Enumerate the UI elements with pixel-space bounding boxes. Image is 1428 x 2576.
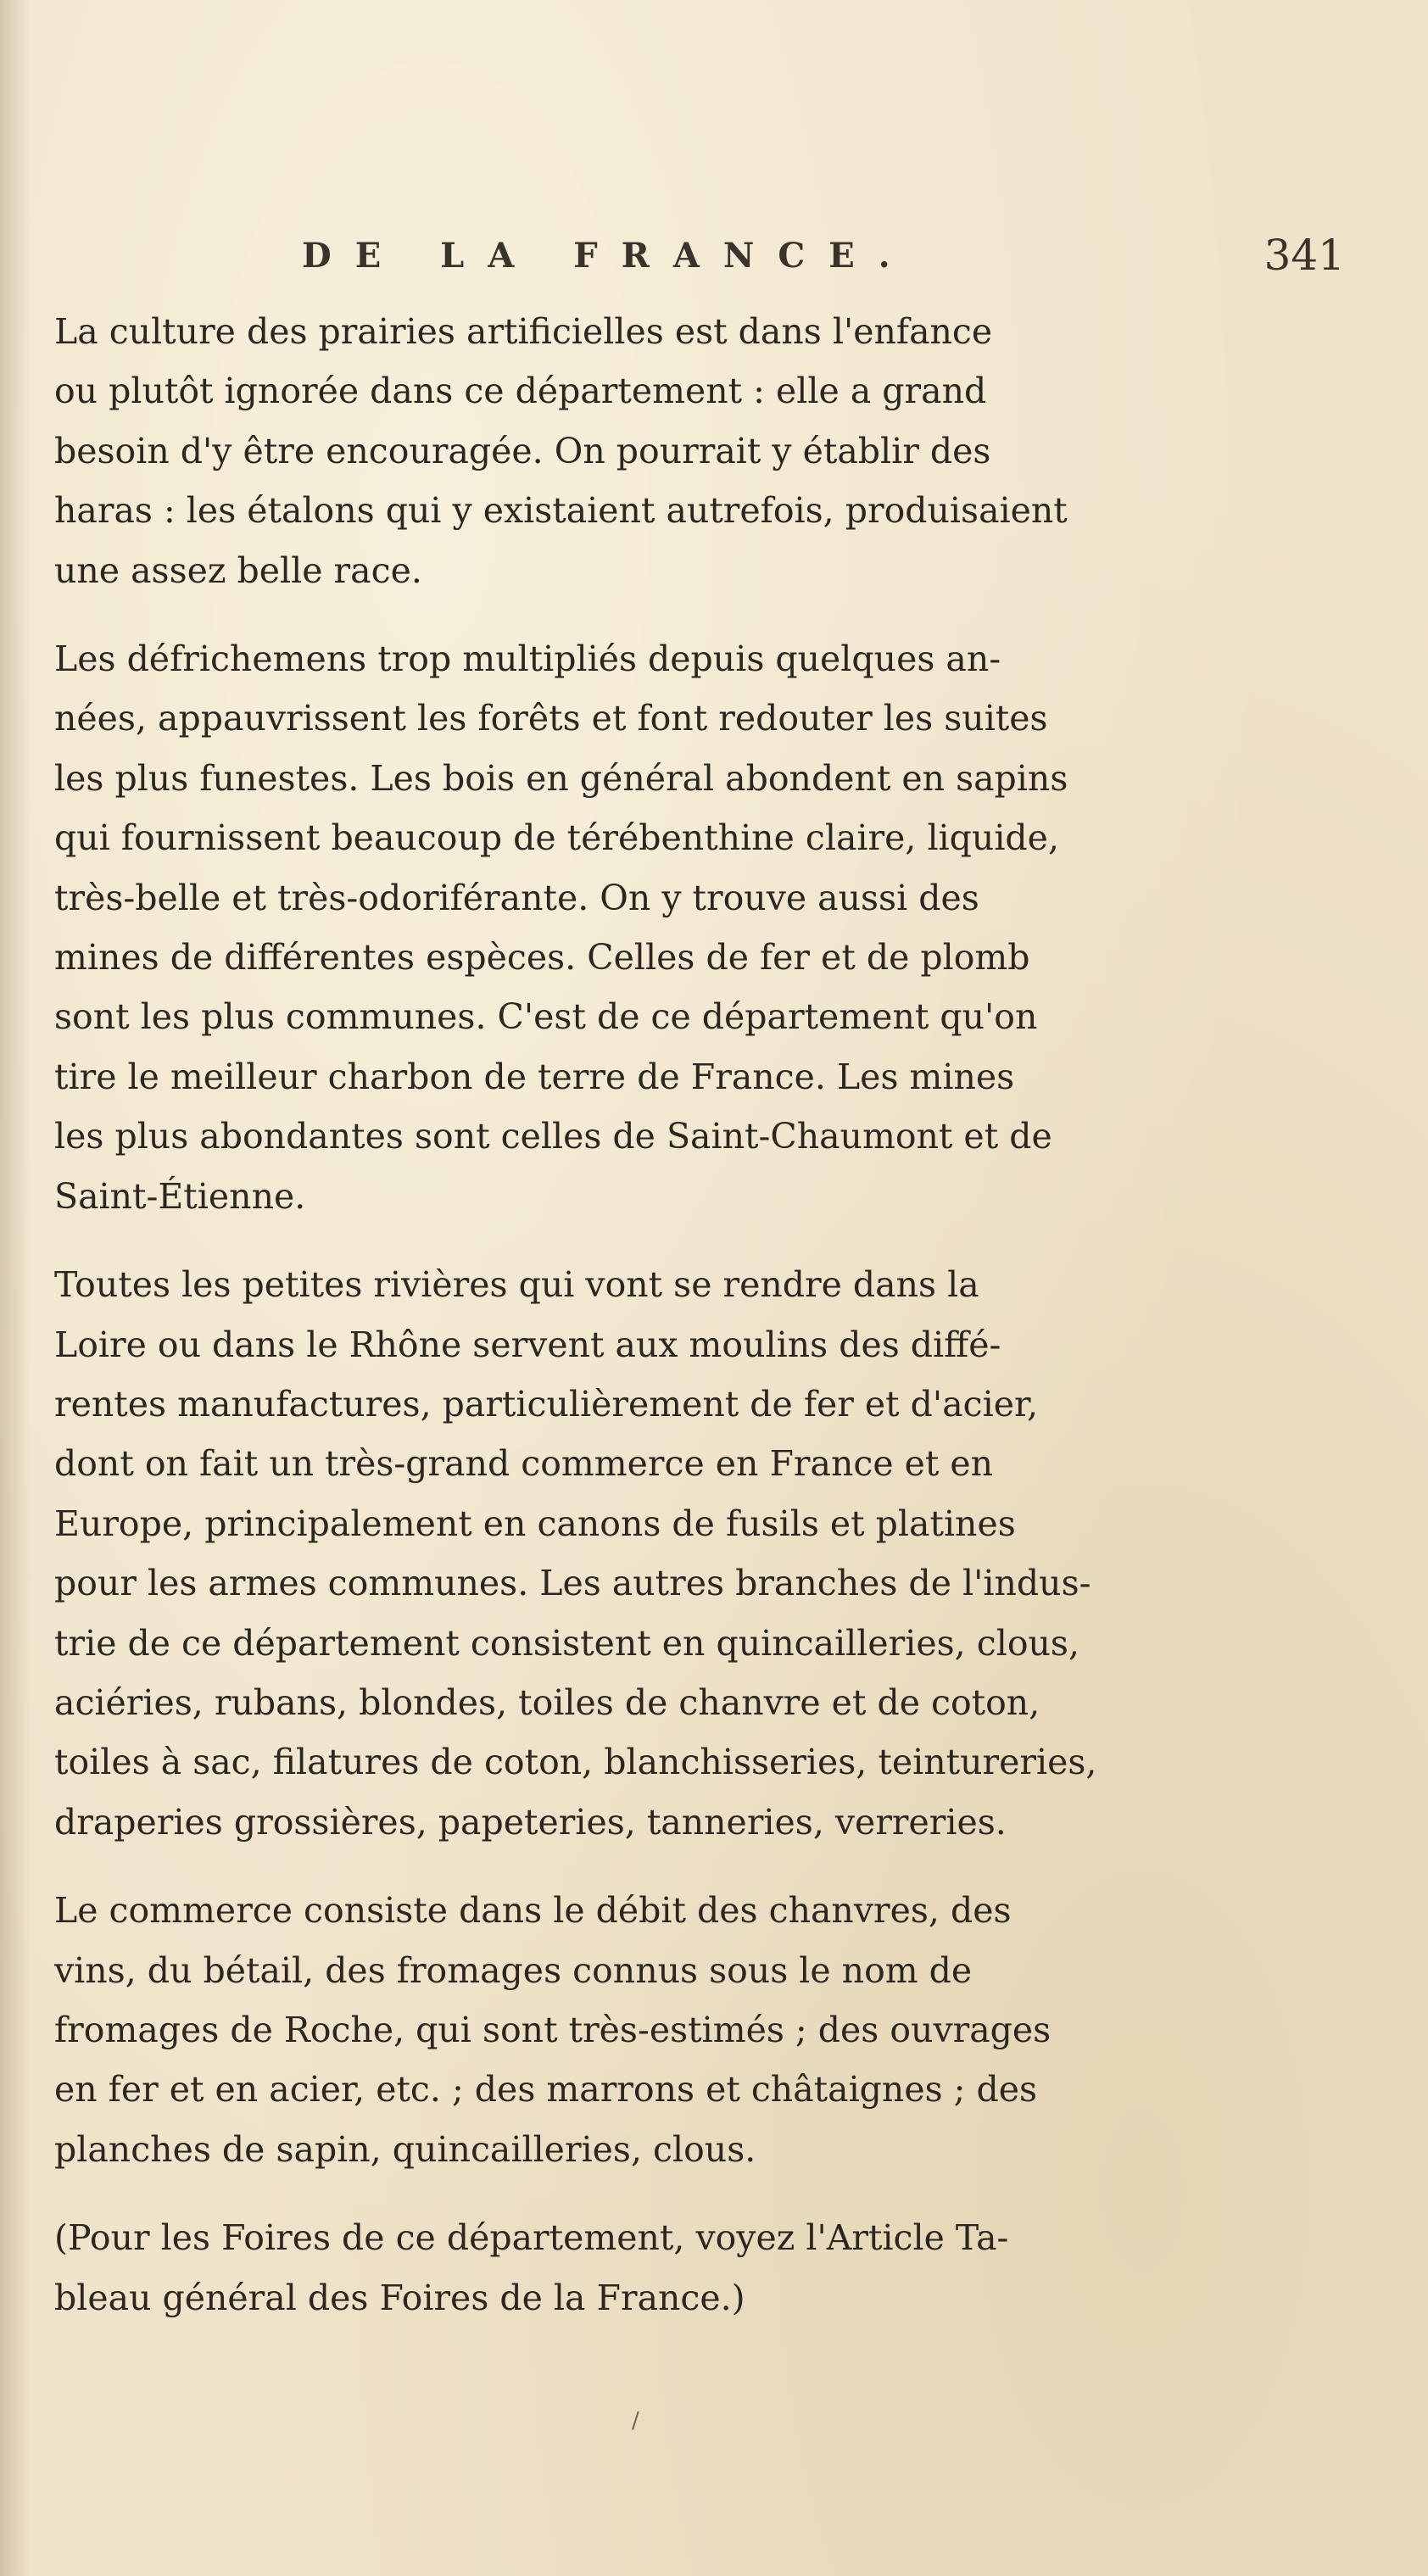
text-line: Loire ou dans le Rhône servent aux moulins des diffé- [54,1324,1001,1365]
text-line: draperies grossières, papeteries, tanneries, verreries. [54,1801,1007,1843]
text-line: aciéries, rubans, blondes, toiles de chanvre et de coton, [54,1681,1040,1723]
page-body [54,302,1343,2328]
paragraph-commerce [54,1881,1343,2179]
text-line: haras : les étalons qui y existaient autrefois, produisaient [54,490,1068,532]
text-line: pour les armes communes. Les autres branches de l'indus- [54,1563,1091,1604]
text-line: vins, du bétail, des fromages connus sous le nom de [54,1949,973,1991]
text-line: Les défrichemens trop multipliés depuis quelques an- [54,638,1001,680]
text-line: bleau général des Foires de la France.) [54,2277,745,2318]
text-line: fromages de Roche, qui sont très-estimés ; des ouvrages [54,2009,1051,2050]
text-line: dont on fait un très-grand commerce en France et en [54,1443,994,1485]
running-head: DE LA FRANCE. [302,236,914,276]
paragraph-prairies [54,302,1343,600]
page-header [302,231,1345,290]
text-line: mines de différentes espèces. Celles de fer et de plomb [54,937,1030,979]
text-line: ou plutôt ignorée dans ce département : elle a grand [54,371,987,412]
text-line: Toutes les petites rivières qui vont se rendre dans la [54,1264,979,1306]
text-line: une assez belle race. [54,549,422,591]
footer-mark: / [632,2408,639,2434]
text-line: La culture des prairies artificielles est dans l'enfance [54,311,993,352]
paragraph-rivieres [54,1255,1343,1852]
text-line: toiles à sac, filatures de coton, blanchisseries, teintureries, [54,1742,1097,1783]
text-line: nées, appauvrissent les forêts et font redouter les suites [54,698,1048,739]
text-line: sont les plus communes. C'est de ce département qu'on [54,996,1038,1038]
text-line: planches de sapin, quincailleries, clous. [54,2128,756,2170]
text-line: Europe, principalement en canons de fusils et platines [54,1503,1016,1544]
text-line: très-belle et très-odoriférante. On y trouve aussi des [54,877,979,918]
text-line: (Pour les Foires de ce département, voyez l'Article Ta- [54,2217,1009,2259]
text-line: les plus funestes. Les bois en général abondent en sapins [54,757,1068,799]
text-line: en fer et en acier, etc. ; des marrons et châtaignes ; des [54,2069,1038,2110]
paragraph-defrichemens [54,629,1343,1226]
text-line: qui fournissent beaucoup de térébenthine claire, liquide, [54,817,1059,859]
binding-shadow [0,0,31,2576]
text-line: Saint-Étienne. [54,1175,306,1217]
text-line: tire le meilleur charbon de terre de France. Les mines [54,1056,1015,1097]
text-line: besoin d'y être encouragée. On pourrait y établir des [54,430,991,471]
text-line: Le commerce consiste dans le débit des chanvres, des [54,1890,1012,1932]
text-line: trie de ce département consistent en quincailleries, clous, [54,1622,1079,1664]
text-line: les plus abondantes sont celles de Saint-Chaumont et de [54,1116,1052,1157]
paragraph-foires-note [54,2208,1343,2328]
page-number: 341 [1263,231,1345,280]
text-line: rentes manufactures, particulièrement de fer et d'acier, [54,1383,1039,1425]
